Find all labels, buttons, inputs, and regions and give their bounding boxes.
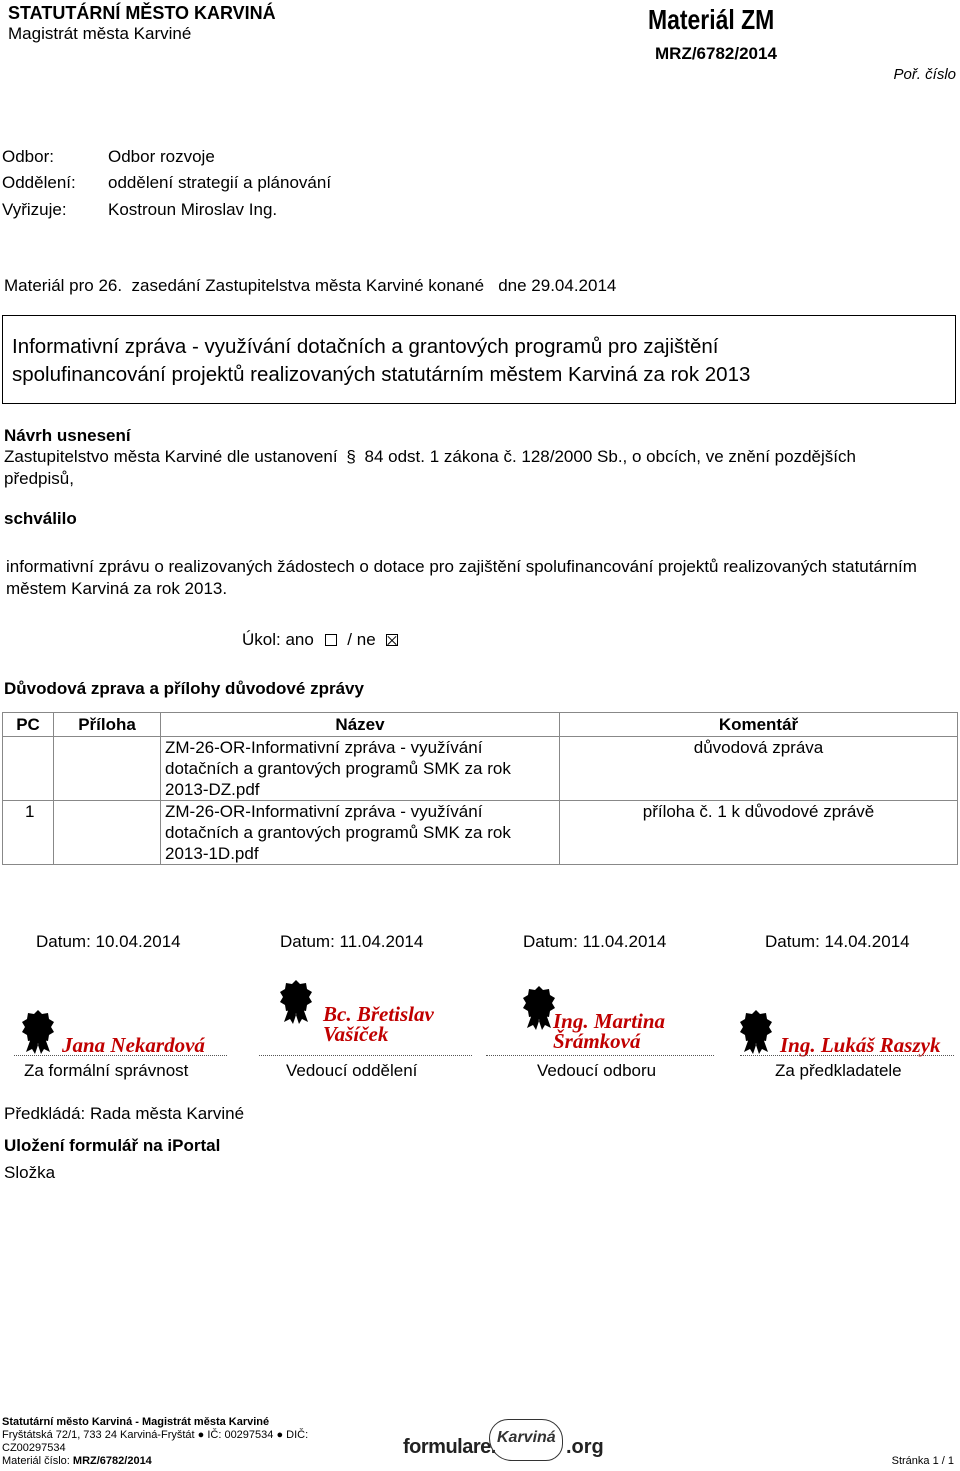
cell-komentar: důvodová zpráva bbox=[560, 737, 958, 801]
signature-line bbox=[14, 1055, 227, 1056]
table-row bbox=[3, 737, 958, 801]
document-title: Materiál ZM bbox=[648, 4, 775, 35]
task-yes-checkbox[interactable] bbox=[325, 634, 337, 646]
footer-material-number: MRZ/6782/2014 bbox=[72, 1455, 152, 1467]
footer-page: Stránka 1 / 1 bbox=[891, 1455, 954, 1467]
order-number-label: Poř. číslo bbox=[893, 66, 956, 83]
column-header: PC bbox=[3, 713, 54, 737]
submitted-by: Předkládá: Rada města Karviné bbox=[4, 1104, 245, 1123]
signature-name-3: Ing. Martina Šrámková bbox=[553, 1009, 666, 1053]
date-3: Datum: 11.04.2014 bbox=[523, 932, 667, 951]
date-2: Datum: 11.04.2014 bbox=[280, 932, 424, 951]
seal-icon bbox=[18, 1008, 58, 1054]
task-no-checkbox[interactable] bbox=[386, 634, 398, 646]
proposal-verb: schválilo bbox=[4, 509, 77, 528]
iportal-folder: Složka bbox=[4, 1163, 56, 1182]
meta-label: Oddělení: bbox=[2, 173, 76, 192]
section-sign: § bbox=[346, 447, 356, 466]
signature-line bbox=[740, 1055, 954, 1056]
logo-text-formulare: formulare. bbox=[403, 1436, 496, 1458]
iportal-heading: Uložení formulář na iPortal bbox=[4, 1136, 221, 1155]
cell-priloha bbox=[54, 737, 161, 801]
cell-nazev[interactable]: ZM-26-OR-Informativní zpráva - využívání dotačních a grantových programů SMK za rok 2013-DZ.pdf bbox=[161, 737, 560, 801]
signature-line bbox=[486, 1055, 714, 1056]
subject-text bbox=[12, 333, 750, 389]
cell-pc bbox=[3, 737, 54, 801]
logo-text-org: .org bbox=[566, 1436, 604, 1458]
material-for: Materiál pro 26. zasedání Zastupitelstva města Karviné konané dne 29.04.2014 bbox=[4, 276, 617, 295]
signature-line bbox=[259, 1055, 472, 1056]
footer-material bbox=[2, 1454, 152, 1468]
signature-name-2: Bc. Břetislav Vašíček bbox=[323, 1002, 434, 1046]
signature-name-1: Jana Nekardová bbox=[62, 1033, 205, 1057]
table-row bbox=[3, 801, 958, 865]
meta-value: Kostroun Miroslav Ing. bbox=[108, 200, 278, 219]
office-name: Magistrát města Karviné bbox=[8, 24, 192, 43]
subject-line-1: Informativní zpráva - využívání dotačních a grantových programů pro zajištění bbox=[12, 335, 719, 358]
task-separator: / ne bbox=[347, 630, 376, 649]
footer-logo bbox=[403, 1418, 613, 1468]
signature-role-3: Vedoucí odboru bbox=[537, 1061, 657, 1080]
column-header: Název bbox=[161, 713, 560, 737]
cell-pc: 1 bbox=[3, 801, 54, 865]
meta-value: Odbor rozvoje bbox=[108, 147, 215, 166]
signature-role-4: Za předkladatele bbox=[775, 1061, 902, 1080]
meta-label: Vyřizuje: bbox=[2, 200, 67, 219]
cell-komentar: příloha č. 1 k důvodové zprávě bbox=[560, 801, 958, 865]
attachments-table bbox=[2, 712, 958, 865]
cell-priloha bbox=[54, 801, 161, 865]
attachments-heading: Důvodová zprava a přílohy důvodové zprávy bbox=[4, 679, 364, 698]
proposal-intro bbox=[4, 447, 856, 467]
proposal-intro-pre: Zastupitelstvo města Karviné dle ustanovení bbox=[4, 447, 338, 466]
logo-text-karvina: Karviná bbox=[497, 1429, 556, 1446]
footer-dic: CZ00297534 bbox=[2, 1442, 66, 1454]
resolution-text: informativní zprávu o realizovaných žádostech o dotace pro zajištění spolufinancování projektů realizovaných statutárním městem Karviná za rok 2013. bbox=[6, 557, 917, 598]
signature-name-4: Ing. Lukáš Raszyk bbox=[780, 1033, 941, 1057]
meta-value: oddělení strategií a plánování bbox=[108, 173, 332, 192]
proposal-intro-post: 84 odst. 1 zákona č. 128/2000 Sb., o obcích, ve znění pozdějších bbox=[364, 447, 856, 466]
seal-icon bbox=[736, 1008, 776, 1054]
proposal-heading: Návrh usnesení bbox=[4, 426, 131, 445]
signature-role-2: Vedoucí oddělení bbox=[286, 1061, 418, 1080]
column-header: Příloha bbox=[54, 713, 161, 737]
date-1: Datum: 10.04.2014 bbox=[36, 932, 181, 951]
signature-role-1: Za formální správnost bbox=[24, 1061, 189, 1080]
footer-org: Statutární město Karviná - Magistrát města Karviné bbox=[2, 1416, 270, 1428]
task-row bbox=[242, 630, 404, 650]
meta-label: Odbor: bbox=[2, 147, 54, 166]
org-name: STATUTÁRNÍ MĚSTO KARVINÁ bbox=[8, 3, 276, 23]
document-number: MRZ/6782/2014 bbox=[655, 44, 777, 63]
column-header: Komentář bbox=[560, 713, 958, 737]
table-header-row bbox=[3, 713, 958, 737]
date-4: Datum: 14.04.2014 bbox=[765, 932, 910, 951]
cell-nazev[interactable]: ZM-26-OR-Informativní zpráva - využívání dotačních a grantových programů SMK za rok 2013-1D.pdf bbox=[161, 801, 560, 865]
proposal-intro-line2: předpisů, bbox=[4, 469, 74, 488]
task-label: Úkol: ano bbox=[242, 630, 314, 649]
footer-address: Fryštátská 72/1, 733 24 Karviná-Fryštát ● IČ: 00297534 ● DIČ: bbox=[2, 1429, 309, 1441]
seal-icon bbox=[276, 978, 316, 1024]
footer-material-label: Materiál číslo: bbox=[2, 1455, 70, 1467]
subject-line-2: spolufinancování projektů realizovaných statutárním městem Karviná za rok 2013 bbox=[12, 363, 751, 386]
